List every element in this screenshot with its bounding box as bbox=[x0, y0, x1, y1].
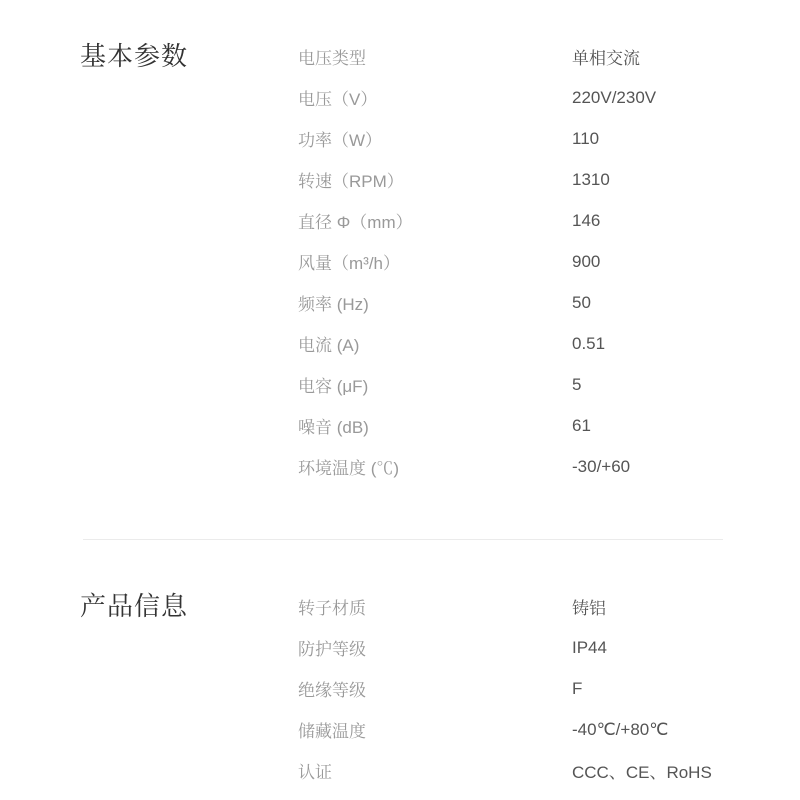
table-row bbox=[298, 709, 800, 750]
section-product-info bbox=[80, 586, 800, 791]
table-row bbox=[298, 405, 800, 446]
spec-value: F bbox=[572, 678, 583, 698]
spec-value: 0.51 bbox=[572, 333, 606, 353]
table-row bbox=[298, 118, 800, 159]
spec-value: 61 bbox=[572, 415, 591, 435]
table-row bbox=[298, 36, 800, 77]
table-row bbox=[298, 668, 800, 709]
spec-rows-product-info bbox=[298, 586, 800, 791]
spec-label: 电压（V） bbox=[298, 90, 378, 109]
spec-value: CCC、CE、RoHS bbox=[572, 763, 712, 782]
spec-label: 噪音 (dB) bbox=[298, 418, 369, 437]
spec-value: -40℃/+80℃ bbox=[572, 719, 669, 739]
spec-label: 绝缘等级 bbox=[298, 681, 366, 700]
spec-value: 单相交流 bbox=[572, 49, 640, 68]
spec-value: 110 bbox=[572, 128, 600, 148]
spec-label: 认证 bbox=[298, 763, 332, 782]
table-row bbox=[298, 364, 800, 405]
table-row bbox=[298, 323, 800, 364]
table-row bbox=[298, 282, 800, 323]
table-row bbox=[298, 750, 800, 791]
spec-label: 环境温度 (℃) bbox=[298, 459, 400, 478]
table-row bbox=[298, 200, 800, 241]
table-row bbox=[298, 241, 800, 282]
table-row bbox=[298, 627, 800, 668]
spec-value: 146 bbox=[572, 210, 601, 230]
spec-label: 电流 (A) bbox=[298, 336, 360, 355]
spec-label: 直径 Φ（mm） bbox=[298, 213, 413, 232]
spec-label: 风量（m³/h） bbox=[298, 254, 400, 273]
table-row bbox=[298, 159, 800, 200]
spec-label: 储藏温度 bbox=[298, 722, 366, 741]
spec-label: 转子材质 bbox=[298, 599, 366, 618]
spec-label: 频率 (Hz) bbox=[298, 295, 369, 314]
spec-value: 5 bbox=[572, 374, 582, 394]
spec-value: -30/+60 bbox=[572, 456, 631, 476]
spec-label: 电容 (μF) bbox=[298, 377, 369, 396]
spec-value: 铸铝 bbox=[572, 599, 606, 618]
spec-label: 功率（W） bbox=[298, 131, 383, 150]
spec-label: 防护等级 bbox=[298, 640, 366, 659]
section-title-basic-params: 基本参数 bbox=[80, 41, 189, 71]
section-title-product-info: 产品信息 bbox=[80, 591, 189, 621]
section-divider bbox=[83, 539, 723, 540]
spec-value: 900 bbox=[572, 251, 601, 271]
spec-value: 50 bbox=[572, 292, 591, 312]
table-row bbox=[298, 446, 800, 487]
spec-rows-basic-params bbox=[298, 36, 800, 487]
spec-label: 电压类型 bbox=[298, 49, 366, 68]
spec-value: IP44 bbox=[572, 637, 607, 657]
table-row bbox=[298, 586, 800, 627]
spec-value: 1310 bbox=[572, 169, 610, 189]
table-row bbox=[298, 77, 800, 118]
spec-value: 220V/230V bbox=[572, 87, 657, 107]
section-basic-params bbox=[80, 36, 800, 487]
spec-label: 转速（RPM） bbox=[298, 172, 404, 191]
